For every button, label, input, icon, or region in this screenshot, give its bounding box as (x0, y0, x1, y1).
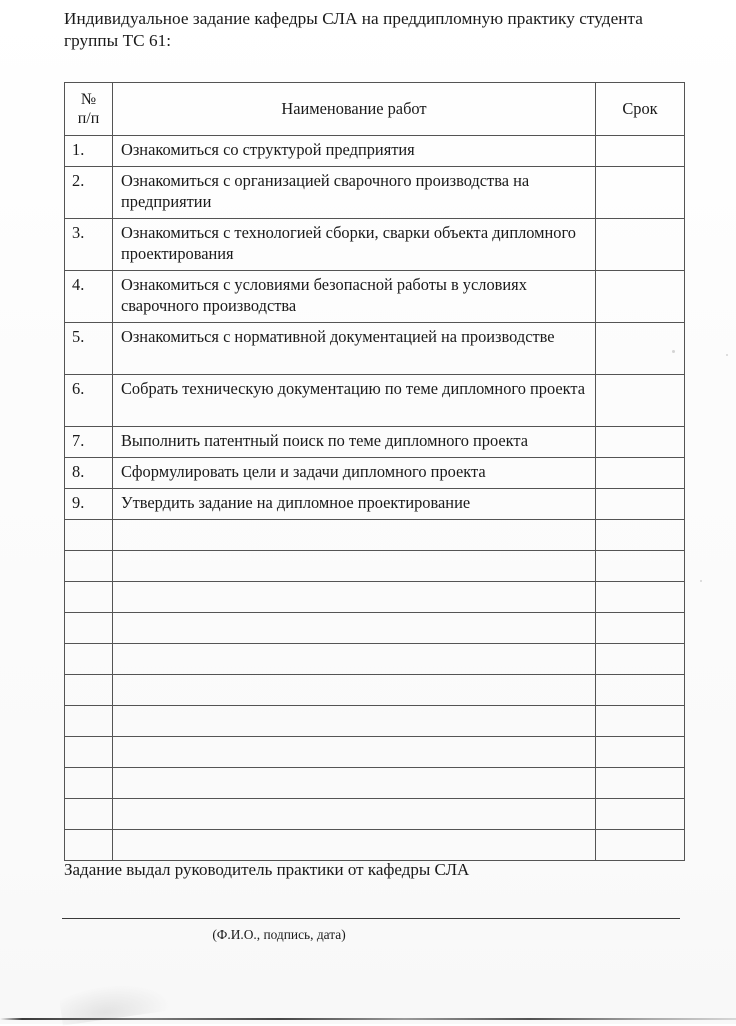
empty-term-cell (596, 582, 685, 613)
page-title-line-2: группы ТС 61: (64, 31, 172, 50)
signature-line (62, 918, 680, 919)
row-number-cell: 9. (65, 489, 113, 520)
empty-term-cell (596, 551, 685, 582)
row-work-name-cell: Ознакомиться с организацией сварочного производства на предприятии (113, 167, 596, 219)
empty-work-name-cell (113, 768, 596, 799)
empty-number-cell (65, 737, 113, 768)
row-number-cell: 1. (65, 136, 113, 167)
row-work-name-cell: Ознакомиться с технологией сборки, сварки объекта дипломного проектирования (113, 219, 596, 271)
empty-work-name-cell (113, 799, 596, 830)
assignment-table (64, 82, 685, 861)
empty-work-name-cell (113, 551, 596, 582)
empty-term-cell (596, 644, 685, 675)
column-header-term: Срок (596, 83, 685, 136)
table-header (65, 83, 685, 136)
row-number-cell: 5. (65, 323, 113, 375)
empty-term-cell (596, 613, 685, 644)
table-row (65, 219, 685, 271)
table-row (65, 427, 685, 458)
row-number-cell: 4. (65, 271, 113, 323)
row-term-cell (596, 219, 685, 271)
empty-number-cell (65, 799, 113, 830)
table-row (65, 458, 685, 489)
signature-caption: (Ф.И.О., подпись, дата) (212, 927, 346, 942)
empty-term-cell (596, 768, 685, 799)
scan-fleck-artifact (726, 354, 728, 356)
row-work-name-cell: Ознакомиться с нормативной документацией на производстве (113, 323, 596, 375)
row-work-name-cell: Сформулировать цели и задачи дипломного проекта (113, 458, 596, 489)
row-term-cell (596, 136, 685, 167)
empty-term-cell (596, 706, 685, 737)
table-row (65, 375, 685, 427)
row-number-cell: 7. (65, 427, 113, 458)
empty-work-name-cell (113, 706, 596, 737)
scan-fleck-artifact (672, 350, 675, 353)
row-term-cell (596, 271, 685, 323)
table-body (65, 136, 685, 861)
table-row-empty (65, 675, 685, 706)
row-work-name-cell: Выполнить патентный поиск по теме дипломного проекта (113, 427, 596, 458)
table-row (65, 136, 685, 167)
empty-term-cell (596, 737, 685, 768)
row-term-cell (596, 375, 685, 427)
row-term-cell (596, 167, 685, 219)
table-row-empty (65, 737, 685, 768)
table-header-row (65, 83, 685, 136)
empty-term-cell (596, 675, 685, 706)
empty-term-cell (596, 520, 685, 551)
column-header-number-line-1: № (80, 90, 97, 108)
empty-work-name-cell (113, 830, 596, 861)
empty-number-cell (65, 830, 113, 861)
table-row-empty (65, 644, 685, 675)
row-number-cell: 2. (65, 167, 113, 219)
table-row-empty (65, 613, 685, 644)
table-row-empty (65, 582, 685, 613)
table-row (65, 489, 685, 520)
row-work-name-cell: Ознакомиться с условиями безопасной работы в условиях сварочного производства (113, 271, 596, 323)
row-number-cell: 3. (65, 219, 113, 271)
row-term-cell (596, 427, 685, 458)
row-number-cell: 6. (65, 375, 113, 427)
empty-number-cell (65, 551, 113, 582)
empty-work-name-cell (113, 737, 596, 768)
empty-number-cell (65, 582, 113, 613)
table-row-empty (65, 520, 685, 551)
empty-work-name-cell (113, 582, 596, 613)
empty-work-name-cell (113, 613, 596, 644)
empty-term-cell (596, 830, 685, 861)
scan-bottom-edge (0, 1018, 736, 1020)
empty-number-cell (65, 706, 113, 737)
empty-number-cell (65, 675, 113, 706)
table-row-empty (65, 551, 685, 582)
table-row-empty (65, 830, 685, 861)
issued-by-text: Задание выдал руководитель практики от кафедры СЛА (64, 860, 470, 879)
row-term-cell (596, 458, 685, 489)
row-term-cell (596, 489, 685, 520)
page-title (64, 8, 678, 52)
empty-work-name-cell (113, 520, 596, 551)
table-row-empty (65, 799, 685, 830)
row-term-cell (596, 323, 685, 375)
table-row (65, 167, 685, 219)
column-header-number-line-2: п/п (77, 109, 100, 127)
table-row (65, 271, 685, 323)
empty-work-name-cell (113, 644, 596, 675)
table-row-empty (65, 706, 685, 737)
column-header-number (65, 83, 113, 136)
empty-work-name-cell (113, 675, 596, 706)
scan-fleck-artifact (700, 580, 702, 582)
column-header-name: Наименование работ (113, 83, 596, 136)
empty-term-cell (596, 799, 685, 830)
empty-number-cell (65, 613, 113, 644)
row-work-name-cell: Ознакомиться со структурой предприятия (113, 136, 596, 167)
empty-number-cell (65, 768, 113, 799)
empty-number-cell (65, 644, 113, 675)
empty-number-cell (65, 520, 113, 551)
row-work-name-cell: Собрать техническую документацию по теме дипломного проекта (113, 375, 596, 427)
row-work-name-cell: Утвердить задание на дипломное проектирование (113, 489, 596, 520)
table-row-empty (65, 768, 685, 799)
table-row (65, 323, 685, 375)
row-number-cell: 8. (65, 458, 113, 489)
page-title-line-1: Индивидуальное задание кафедры СЛА на преддипломную практику студента (64, 9, 643, 28)
